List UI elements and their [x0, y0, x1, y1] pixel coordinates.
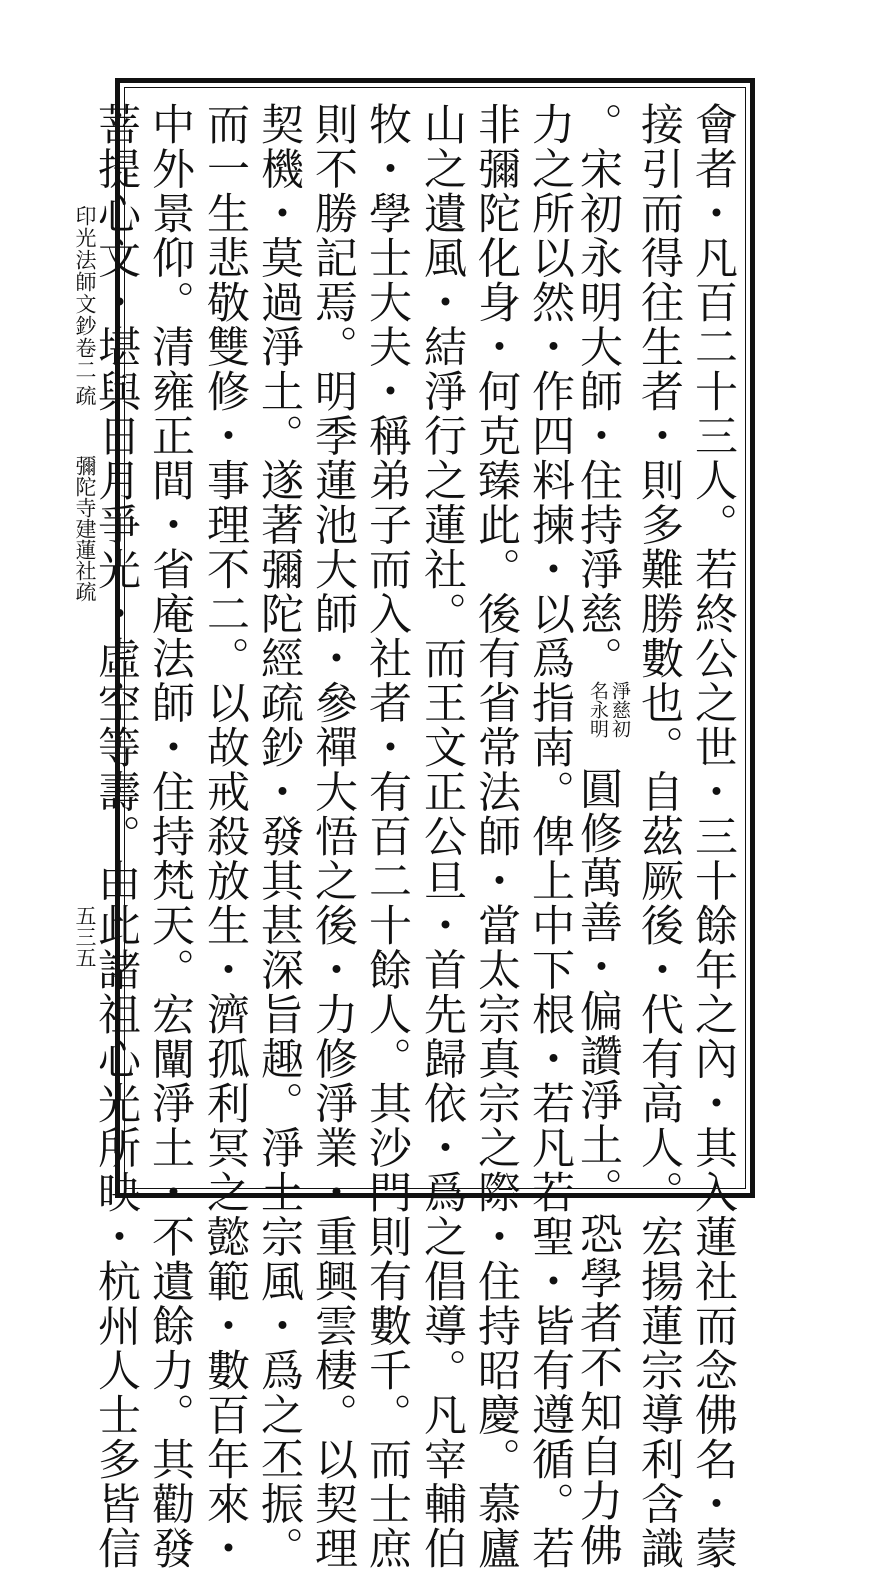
running-book-title: 印光法師文鈔卷二	[73, 205, 97, 381]
text-column: 力之所以然・作四料揀・以爲指南。俾上中下根・若凡若聖・皆有遵循。若	[525, 102, 575, 1571]
text-column: 會者・凡百二十三人。若終公之世・三十餘年之內・其入蓮社而念佛名・蒙	[688, 102, 738, 1571]
text-column-head: 。宋初永明大師・住持淨慈。	[573, 102, 623, 681]
text-column: 契機・莫過淨土。遂著彌陀經疏鈔・發其甚深旨趣。淨土宗風・爲之丕振。	[254, 102, 304, 1571]
annotation-line: 名永明	[587, 680, 609, 738]
annotation-line: 淨慈初	[609, 680, 631, 738]
inline-annotation	[587, 681, 631, 767]
text-column: 山之遺風・結淨行之蓮社。而王文正公旦・首先歸依・爲之倡導。凡宰輔伯	[417, 102, 467, 1571]
text-column: 則不勝記焉。明季蓮池大師・參禪大悟之後・力修淨業・重興雲棲。以契理	[308, 102, 358, 1571]
main-text-block	[91, 102, 740, 1571]
running-chapter-title: 彌陀寺建蓮社疏	[73, 455, 97, 602]
text-column: 而一生悲敬雙修・事理不二。以故戒殺放生・濟孤利冥之懿範・數百年來・	[200, 102, 250, 1571]
text-column	[573, 102, 631, 1568]
text-column: 接引而得往生者・則多難勝數也。自茲厥後・代有高人。宏揚蓮宗導利含識	[634, 102, 684, 1571]
text-column: 菩提心文・堪與日月爭光・虛空等壽。由此諸祖心光所映・杭州人士多皆信	[91, 102, 141, 1571]
text-column: 牧・學士大夫・稱弟子而入社者・有百二十餘人。其沙門則有數千。而士庶	[362, 102, 412, 1571]
running-section-title: 疏	[73, 385, 97, 406]
page-number: 五三五	[73, 905, 97, 968]
text-column: 中外景仰。清雍正間・省庵法師・住持梵天。宏闡淨土・不遺餘力。其勸發	[145, 102, 195, 1571]
text-column-tail: 圓修萬善・偏讚淨土。恐學者不知自力佛	[573, 766, 623, 1568]
text-column: 非彌陀化身・何克臻此。後有省常法師・當太宗真宗之際・住持昭慶。慕廬	[471, 102, 521, 1571]
